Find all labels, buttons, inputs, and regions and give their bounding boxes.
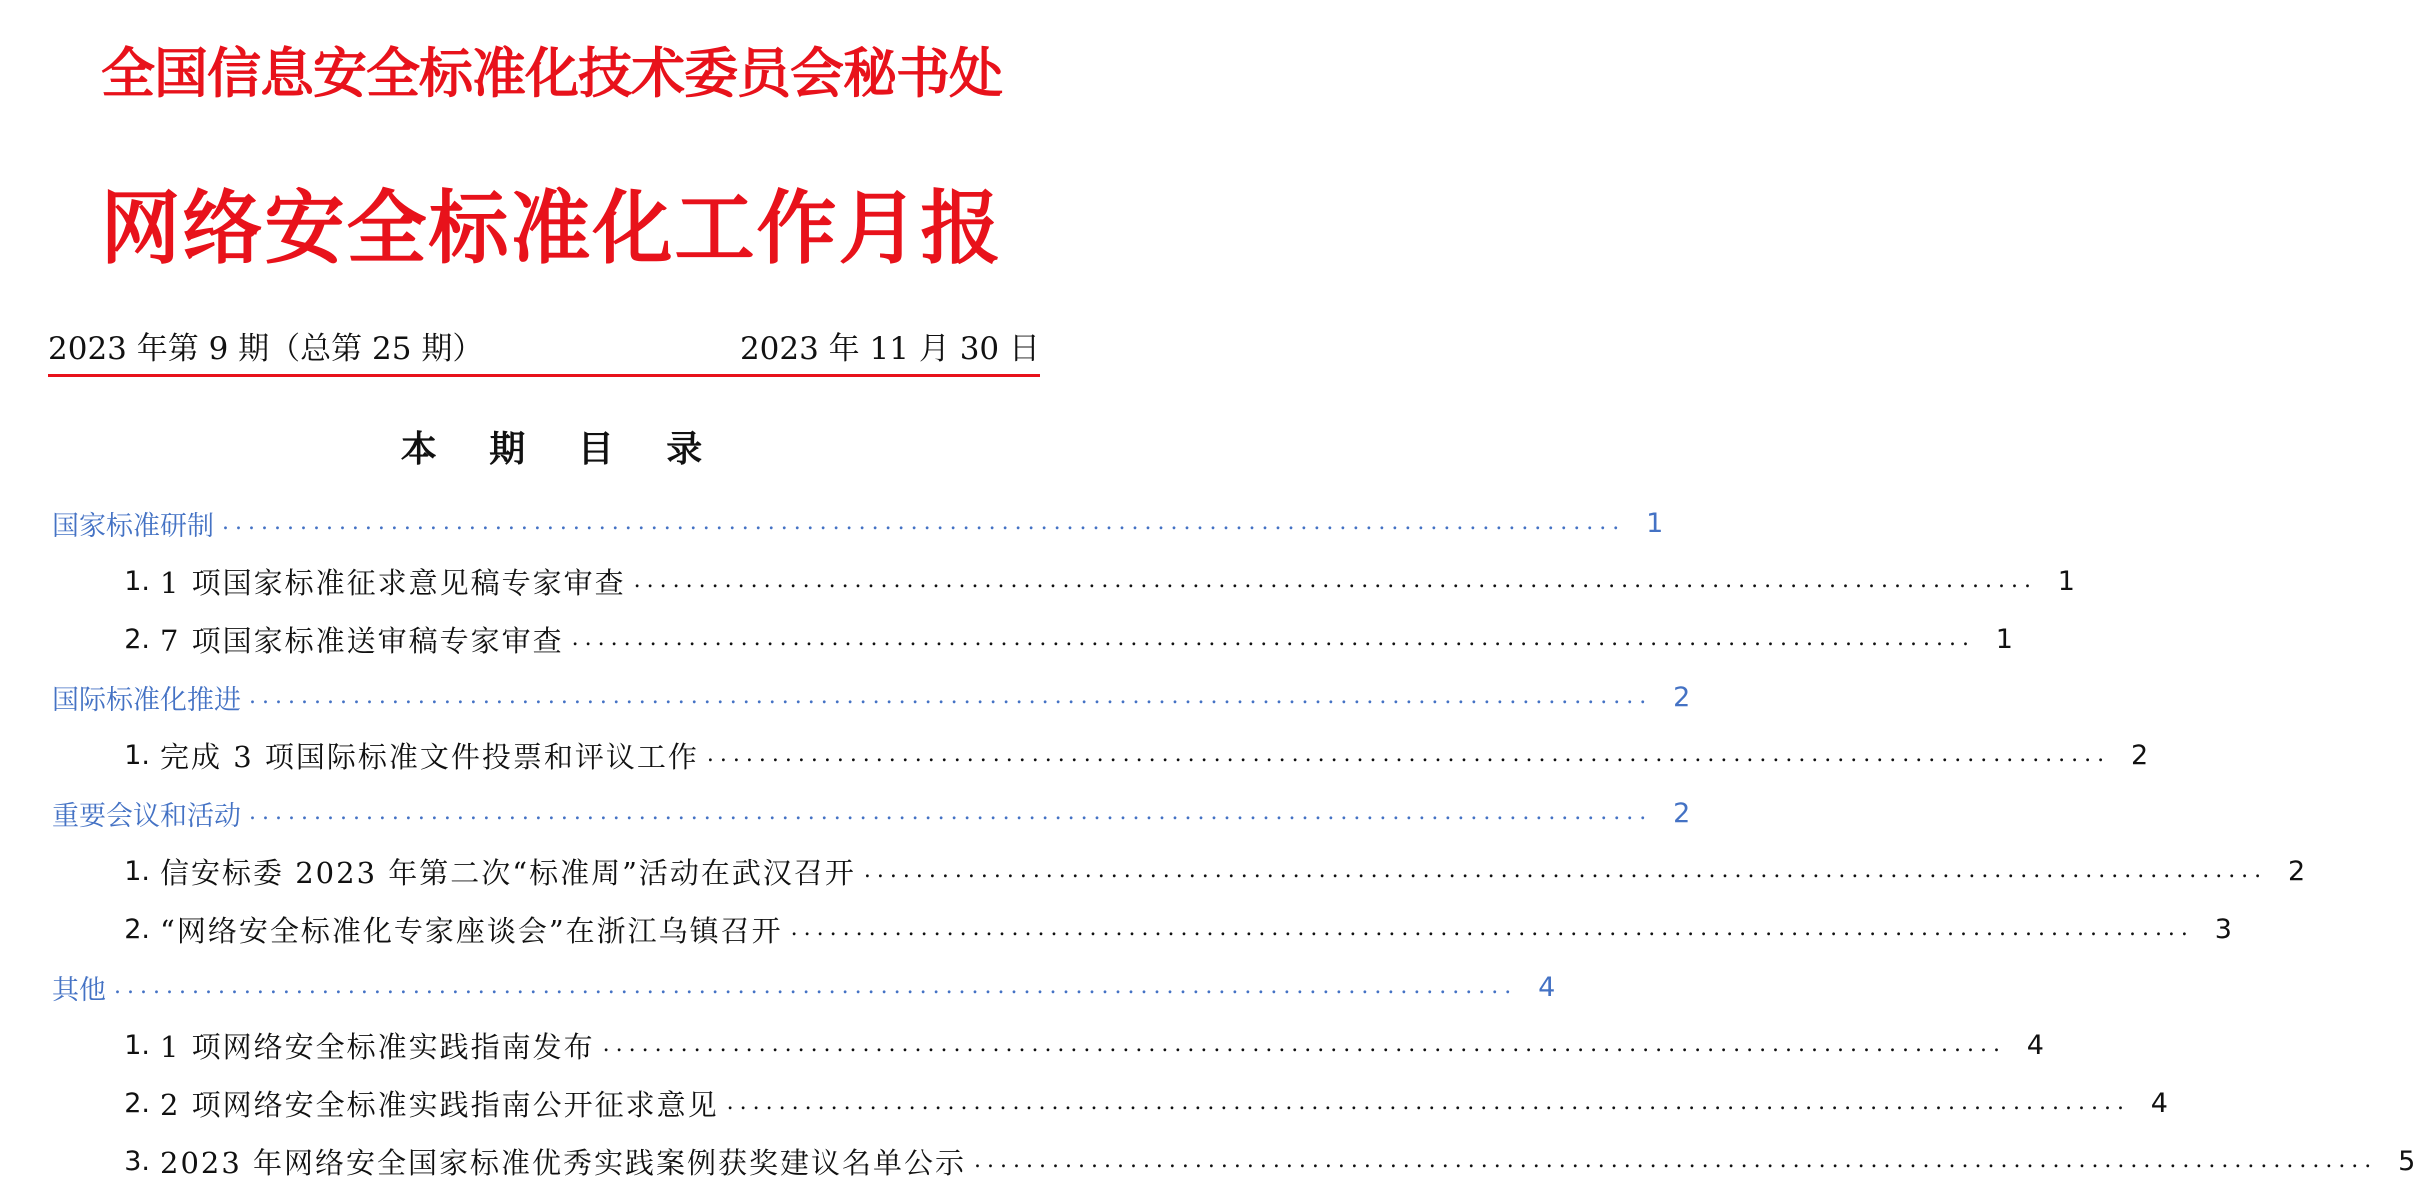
toc-leader-dots: ............................................................................................................	[602, 1032, 2006, 1057]
toc-leader-dots: ............................................................................................................	[114, 974, 1518, 999]
toc-section-label: 其他	[52, 974, 106, 1006]
toc-section-label: 国际标准化推进	[52, 684, 241, 716]
toc-page-number: 4	[1538, 971, 1556, 1003]
toc-item-number: 1.	[124, 739, 150, 771]
toc-page-number: 2	[1673, 681, 1691, 713]
toc-item-number: 2.	[124, 913, 150, 945]
toc-item-label: 信安标委 2023 年第二次“标准周”活动在武汉召开	[160, 855, 856, 890]
toc-page-number: 1	[1995, 623, 2013, 655]
toc-page-number: 4	[2026, 1029, 2044, 1061]
toc-page-number: 4	[2150, 1087, 2168, 1119]
red-divider	[48, 374, 1040, 377]
toc-section[interactable]	[0, 668, 1691, 726]
toc-page-number: 3	[2214, 913, 2232, 945]
issue-line	[48, 326, 1040, 372]
toc-page-number: 5	[2398, 1145, 2415, 1177]
toc-leader-dots: ............................................................................................................	[249, 684, 1653, 709]
toc-item-label: 完成 3 项国际标准文件投票和评议工作	[160, 739, 699, 774]
toc-leader-dots: ............................................................................................................	[633, 568, 2037, 593]
organization-title: 全国信息安全标准化技术委员会秘书处	[101, 41, 1002, 105]
toc-item[interactable]	[0, 842, 2306, 900]
toc-item[interactable]	[0, 900, 2232, 958]
toc-item-number: 1.	[124, 1029, 150, 1061]
toc-section[interactable]	[0, 494, 1664, 552]
toc-item-label: 1 项国家标准征求意见稿专家审查	[160, 565, 626, 600]
toc-page-number: 2	[2130, 739, 2149, 771]
toc-page-number: 2	[2287, 855, 2306, 887]
toc-page-number: 2	[1673, 797, 1691, 829]
toc-item-number: 2.	[124, 623, 150, 655]
toc-section[interactable]	[0, 958, 1556, 1016]
toc-title: 本 期 目 录	[400, 428, 723, 470]
toc-item-number: 1.	[124, 565, 150, 597]
toc-item-label: “网络安全标准化专家座谈会”在浙江乌镇召开	[160, 913, 783, 948]
toc-item-label: 2 项网络安全标准实践指南公开征求意见	[160, 1087, 719, 1122]
toc-item[interactable]	[0, 1074, 2168, 1132]
toc-item-label: 1 项网络安全标准实践指南发布	[160, 1029, 595, 1064]
toc-page-number: 1	[2057, 565, 2075, 597]
toc-item-number: 1.	[124, 855, 150, 887]
toc-item[interactable]	[0, 610, 2013, 668]
toc-section-label: 重要会议和活动	[52, 800, 241, 832]
toc-leader-dots: ............................................................................................................	[571, 626, 1975, 651]
issue-date: 2023 年 11 月 30 日	[739, 331, 1040, 367]
toc-leader-dots: ............................................................................................................	[726, 1090, 2130, 1115]
toc-item[interactable]	[0, 1132, 2415, 1190]
toc-leader-dots: ............................................................................................................	[790, 916, 2194, 941]
toc-section[interactable]	[0, 784, 1691, 842]
toc-item-label: 7 项国家标准送审稿专家审查	[160, 623, 564, 658]
toc-section-label: 国家标准研制	[52, 510, 214, 542]
toc-leader-dots: ............................................................................................................	[974, 1148, 2378, 1173]
toc-leader-dots: ............................................................................................................	[706, 742, 2111, 767]
toc-leader-dots: ............................................................................................................	[222, 510, 1626, 535]
toc-page-number: 1	[1646, 507, 1664, 539]
issue-number: 2023 年第 9 期（总第 25 期）	[48, 331, 484, 367]
toc-item[interactable]	[0, 726, 2149, 784]
toc-item-label: 2023 年网络安全国家标准优秀实践案例获奖建议名单公示	[160, 1145, 967, 1180]
toc-item-number: 2.	[124, 1087, 150, 1119]
toc-leader-dots: ............................................................................................................	[863, 858, 2268, 883]
toc-item[interactable]	[0, 552, 2075, 610]
toc-item[interactable]	[0, 1016, 2044, 1074]
toc-item-number: 3.	[124, 1145, 150, 1177]
report-title: 网络安全标准化工作月报	[100, 181, 1003, 275]
toc-leader-dots: ............................................................................................................	[249, 800, 1653, 825]
